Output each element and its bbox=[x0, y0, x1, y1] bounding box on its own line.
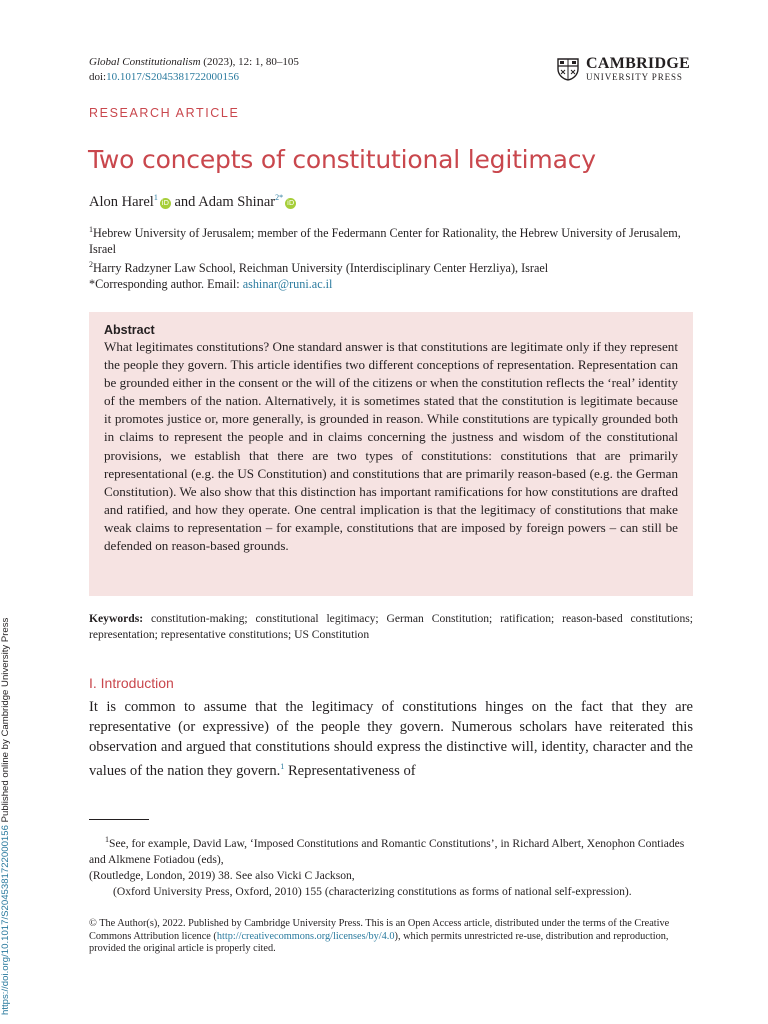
orcid-icon[interactable]: iD bbox=[161, 198, 169, 207]
license-text-end: ), which permits unrestricted re-use, distribution and reproduction, provided the original article is properly cited. bbox=[89, 930, 669, 954]
footnote-divider bbox=[89, 819, 149, 820]
keywords bbox=[89, 611, 693, 643]
affiliation-1-num: 1 bbox=[89, 225, 93, 234]
publisher-logo bbox=[556, 56, 696, 84]
journal-volume: (2023), 12: 1, 80–105 bbox=[203, 56, 299, 68]
affiliation-2-text: Harry Radzyner Law School, Reichman University (Interdisciplinary Center Herzliya), Israel bbox=[93, 261, 549, 276]
abstract-text: What legitimates constitutions? One standard answer is that constitutions are legitimate only if they represent the people they govern. This article identifies two different conceptions of representation. Representation can be grounded either in the consent or the will of the citizens or when the constitution reflects the ‘real’ identity of the members of the nation. Alternatively, it is sometimes stated that the constitution is legitimate because it promotes justice or, more generally, is grounded in reason. While constitutions are typically grounded both in claims to represent the people and in claims concerning the justness and wisdom of the constitutional provisions, we establish that there are two types of constitutions: constitutions that are primarily representational (e.g. the US Constitution) and constitutions that are primarily reason-based (e.g. the German Constitution). We also show that this distinction has important ramifications for how constitutions are drafted and ratified, and how they operate. One central implication is that the legitimacy of constitutions that make weak claims to representation – for example, constitutions that are imposed by foreign powers – can still be defended on reason-based grounds. bbox=[104, 339, 678, 554]
side-doi-banner bbox=[0, 618, 11, 1015]
corresponding-author bbox=[89, 277, 693, 293]
article-title: Two concepts of constitutional legitimacy bbox=[88, 145, 596, 174]
keywords-text: constitution-making; constitutional legitimacy; German Constitution; ratification; reason-based constitutions; representation; representative constitutions; US Constitution bbox=[89, 612, 693, 641]
email-link[interactable]: ashinar@runi.ac.il bbox=[242, 276, 333, 291]
affiliation-2 bbox=[89, 257, 693, 277]
article-type: RESEARCH ARTICLE bbox=[89, 106, 240, 120]
abstract-heading: Abstract bbox=[104, 323, 155, 337]
footnote-number: 1 bbox=[105, 835, 109, 844]
journal-citation bbox=[89, 55, 299, 70]
orcid-icon[interactable]: iD bbox=[286, 198, 295, 207]
affiliations bbox=[89, 222, 693, 292]
logo-line-2: UNIVERSITY PRESS bbox=[586, 72, 683, 82]
author-2: Adam Shinar bbox=[198, 193, 276, 210]
journal-name: Global Constitutionalism bbox=[89, 56, 201, 68]
license-statement bbox=[89, 918, 693, 956]
journal-header bbox=[89, 55, 299, 85]
intro-text: It is common to assume that the legitimacy of constitutions hinges on the fact that they are representative (or expressive) of the people they govern. Numerous scholars have reiterated this observation and argued that constitutions should express the distinctive will, identity, character and the values of the nation they govern. bbox=[89, 699, 693, 779]
affiliation-1-text: Hebrew University of Jerusalem; member of the Federmann Center for Rationality, the Hebrew University of Jerusalem, Israel bbox=[89, 226, 681, 256]
author-1-affil-ref[interactable]: 1 bbox=[153, 193, 158, 202]
author-2-affil-ref[interactable]: 2* bbox=[275, 193, 284, 202]
author-line bbox=[89, 193, 296, 211]
footnote-1 bbox=[89, 832, 693, 901]
author-1: Alon Harel bbox=[89, 193, 154, 210]
keywords-label: Keywords: bbox=[89, 612, 144, 625]
introduction-paragraph bbox=[89, 697, 693, 781]
journal-doi bbox=[89, 70, 299, 85]
section-heading-introduction: I. Introduction bbox=[89, 675, 174, 691]
footnote-line-2: (Routledge, London, 2019) 38. See also Vicki C Jackson, bbox=[89, 869, 355, 883]
footnote-line-1 bbox=[89, 832, 693, 868]
side-doi-link[interactable]: https://doi.org/10.1017/S2045381722000156 bbox=[0, 825, 11, 1015]
affiliation-1 bbox=[89, 222, 693, 257]
footnote-ref-1[interactable]: 1 bbox=[280, 762, 285, 771]
abstract-box bbox=[89, 312, 693, 596]
footnote-text-1: See, for example, David Law, ‘Imposed Constitutions and Romantic Constitutions’, in Richard Albert, Xenophon Contiades and Alkmene Fotiadou (eds), bbox=[89, 836, 685, 867]
doi-prefix: doi: bbox=[89, 71, 107, 83]
affiliation-2-num: 2 bbox=[89, 260, 93, 270]
license-link[interactable]: http://creativecommons.org/licenses/by/4.0 bbox=[216, 930, 395, 942]
footnote-line-3: (Oxford University Press, Oxford, 2010) 155 (characterizing constitutions as forms of national self-expression). bbox=[113, 885, 632, 899]
corresponding-label: *Corresponding author. Email: bbox=[89, 276, 243, 291]
side-published-text: Published online by Cambridge University Press bbox=[0, 617, 11, 826]
cambridge-shield-icon bbox=[556, 57, 580, 81]
author-connector: and bbox=[170, 193, 199, 210]
license-text: © The Author(s), 2022. Published by Cambridge University Press. This is an Open Access article, distributed under the terms of the Creative Commons Attribution licence ( bbox=[89, 918, 670, 942]
logo-line-1: CAMBRIDGE bbox=[586, 55, 691, 72]
doi-link[interactable]: 10.1017/S2045381722000156 bbox=[106, 71, 240, 83]
intro-text-continued: Representativeness of bbox=[284, 762, 416, 779]
